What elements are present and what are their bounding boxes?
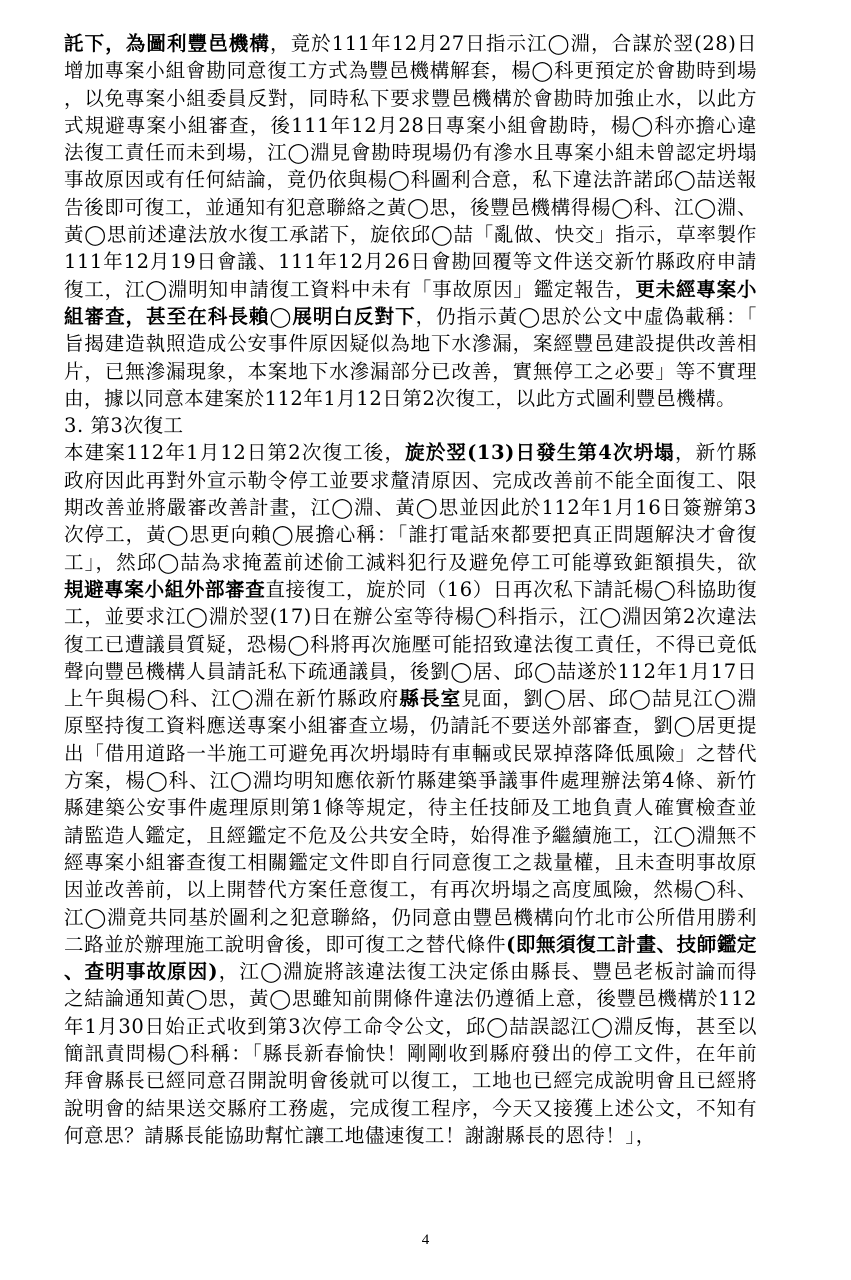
page-number: 4 bbox=[421, 1232, 430, 1248]
bold-text-run: 旋於翌(13)日發生第4次坍塌 bbox=[405, 441, 675, 465]
bold-text-run: 縣長室 bbox=[399, 687, 462, 711]
text-run: 見面，劉◯居、邱◯喆見江◯淵原堅持復工資料應送專案小組審查立場，仍請託不要送外部審查，劉◯居更提出「借用道路一半施工可避免再次坍塌時有車輛或民眾掉落降低風險」之替代方案，楊◯科、江◯淵均明知應依新竹縣建築爭議事件處理辦法第4條、新竹縣建築公安事件處理原則第1條等規定，待主任技師及工地負責人確實檢查並請監造人鑑定，且經鑑定不危及公共安全時，始得准予繼續施工，江◯淵無不經專案小組審查復工相關鑑定文件即自行同意復工之裁量權，且未查明事故原因並改善前，以上開替代方案任意復工，有再次坍塌之高度風險，然楊◯科、江◯淵竟共同基於圖利之犯意聯絡，仍同意由豐邑機構向竹北市公所借用勝利二路並於辦理施工說明會後，即可復工之替代條件 bbox=[64, 687, 757, 956]
text-run: 直接復工，旋於同（16）日再次私下請託楊◯科協助復工，並要求江◯淵於翌(17)日在辦公室等待楊◯科指示，江◯淵因第2次違法復工已遭議員質疑，恐楊◯科將再次施壓可能招致違法復工責任，不得已竟低聲向豐邑機構人員請託私下疏通議員，後劉◯居、邱◯喆遂於112年1月17日上午與楊◯科、江◯淵在新竹縣政府 bbox=[64, 577, 757, 711]
bold-text-run: 更未經專案小組審查，甚至在科長賴◯展明白反對下 bbox=[64, 277, 757, 328]
text-run: 本建案112年1月12日第2次復工後， bbox=[64, 441, 406, 465]
section-heading-3: 3. 第3次復工 bbox=[64, 414, 184, 438]
text-run: ，新竹縣政府因此再對外宣示勒令停工並要求釐清原因、完成改善前不能全面復工、限期改善並將嚴審改善計畫，江◯淵、黃◯思並因此於112年1月16日簽辦第3次停工，黃◯思更向賴◯展擔心稱：「誰打電話來都要把真正問題解決才會復工」，然邱◯喆為求掩蓋前述偷工減料犯行及避免停工可能導致鉅額損失，欲 bbox=[64, 441, 757, 574]
text-run: ，江◯淵旋將該違法復工決定係由縣長、豐邑老板討論而得之結論通知黃◯思，黃◯思雖知前開條件違法仍遵循上意，後豐邑機構於112年1月30日始正式收到第3次停工命令公文，邱◯喆誤認江◯淵反悔，甚至以簡訊責問楊◯科稱：「縣長新春愉快！剛剛收到縣府發出的停工文件，在年前拜會縣長已經同意召開說明會後就可以復工，工地也已經完成說明會且已經將說明會的結果送交縣府工務處，完成復工程序，今天又接獲上述公文，不知有何意思？請縣長能協助幫忙讓工地儘速復工！謝謝縣長的恩待！」， bbox=[64, 960, 757, 1147]
bold-text-run: (即無須復工計畫、技師鑑定、查明事故原因) bbox=[64, 932, 757, 984]
bold-text-run: 規避專案小組外部審查 bbox=[64, 577, 266, 601]
paragraph-2 bbox=[64, 439, 757, 1149]
text-run: ，仍指示黃◯思於公文中虛偽載稱：「旨揭建造執照造成公安事件原因疑似為地下水滲漏，案經豐邑建設提供改善相片，已無滲漏現象，本案地下水滲漏部分已改善，實無停工之必要」等不實理由，據以同意本建案於112年1月12日第2次復工，以此方式圖利豐邑機構。 bbox=[64, 304, 757, 410]
body-text bbox=[64, 30, 757, 1149]
bold-text-run: 託下，為圖利豐邑機構 bbox=[64, 32, 270, 55]
text-run: ，竟於111年12月27日指示江◯淵，合謀於翌(28)日增加專案小組會勘同意復工方式為豐邑機構解套，楊◯科更預定於會勘時到場，以免專案小組委員反對，同時私下要求豐邑機構於會勘時加強止水，以此方式規避專案小組審查，後111年12月28日專案小組會勘時，楊◯科亦擔心違法復工責任而未到場，江◯淵見會勘時現場仍有滲水且專案小組未曾認定坍塌事故原因或有任何結論，竟仍依與楊◯科圖利合意，私下違法許諾邱◯喆送報告後即可復工，並通知有犯意聯絡之黃◯思，後豐邑機構得楊◯科、江◯淵、黃◯思前述違法放水復工承諾下，旋依邱◯喆「亂做、快交」指示，草率製作111年12月19日會議、111年12月26日會勘回覆等文件送交新竹縣政府申請復工，江◯淵明知申請復工資料中未有「事故原因」鑑定報告， bbox=[64, 32, 757, 301]
paragraph-1 bbox=[64, 30, 757, 412]
